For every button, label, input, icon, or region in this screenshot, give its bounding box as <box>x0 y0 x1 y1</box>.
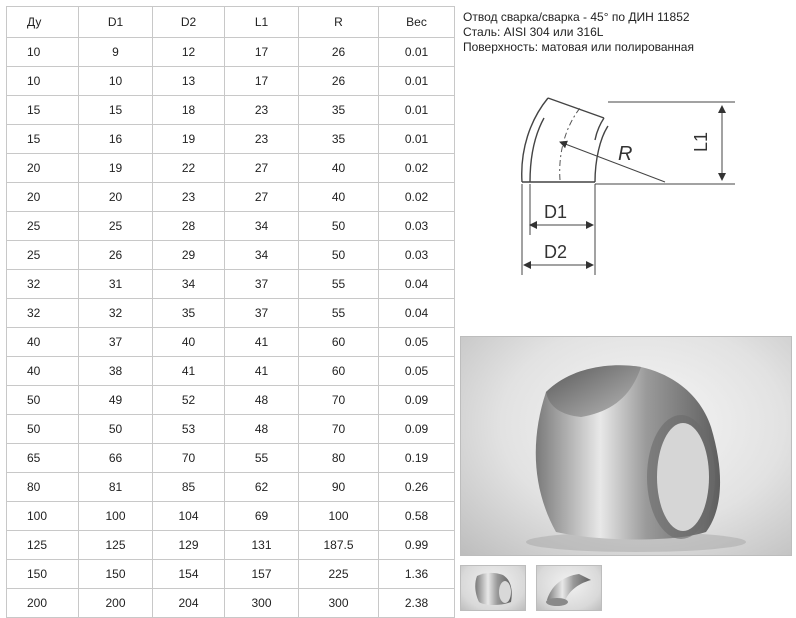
cell-d2: 41 <box>153 357 225 386</box>
table-row <box>7 212 455 241</box>
cell-r: 90 <box>299 473 379 502</box>
cell-du: 150 <box>7 560 79 589</box>
cell-l1: 48 <box>225 386 299 415</box>
cell-weight: 2.38 <box>379 589 455 618</box>
cell-d1: 125 <box>79 531 153 560</box>
cell-d1: 10 <box>79 67 153 96</box>
header-r: R <box>299 7 379 38</box>
cell-d2: 18 <box>153 96 225 125</box>
cell-d1: 16 <box>79 125 153 154</box>
cell-r: 70 <box>299 386 379 415</box>
cell-l1: 27 <box>225 183 299 212</box>
table-row <box>7 560 455 589</box>
cell-weight: 0.01 <box>379 96 455 125</box>
product-info <box>463 10 793 55</box>
cell-d2: 22 <box>153 154 225 183</box>
cell-du: 15 <box>7 125 79 154</box>
table-row <box>7 38 455 67</box>
cell-du: 25 <box>7 212 79 241</box>
elbow-photo-icon <box>461 337 791 555</box>
cell-l1: 300 <box>225 589 299 618</box>
cell-d2: 204 <box>153 589 225 618</box>
cell-d2: 85 <box>153 473 225 502</box>
cell-r: 55 <box>299 299 379 328</box>
cell-d2: 29 <box>153 241 225 270</box>
cell-du: 25 <box>7 241 79 270</box>
cell-d1: 37 <box>79 328 153 357</box>
cell-weight: 0.04 <box>379 270 455 299</box>
cell-d2: 35 <box>153 299 225 328</box>
cell-r: 60 <box>299 357 379 386</box>
cell-d1: 150 <box>79 560 153 589</box>
cell-weight: 0.09 <box>379 386 455 415</box>
cell-weight: 0.03 <box>379 241 455 270</box>
cell-d1: 200 <box>79 589 153 618</box>
cell-r: 100 <box>299 502 379 531</box>
cell-l1: 48 <box>225 415 299 444</box>
cell-weight: 0.99 <box>379 531 455 560</box>
cell-r: 225 <box>299 560 379 589</box>
cell-du: 40 <box>7 357 79 386</box>
cell-d2: 52 <box>153 386 225 415</box>
cell-l1: 37 <box>225 270 299 299</box>
elbow-centerline <box>560 108 580 180</box>
table-row <box>7 502 455 531</box>
cell-r: 70 <box>299 415 379 444</box>
cell-du: 40 <box>7 328 79 357</box>
cell-d2: 53 <box>153 415 225 444</box>
cell-l1: 41 <box>225 328 299 357</box>
header-d1: D1 <box>79 7 153 38</box>
table-row <box>7 125 455 154</box>
table-row <box>7 444 455 473</box>
cell-l1: 27 <box>225 154 299 183</box>
cell-l1: 34 <box>225 212 299 241</box>
elbow-thumb-side[interactable] <box>536 565 602 611</box>
cell-d1: 100 <box>79 502 153 531</box>
cell-d2: 40 <box>153 328 225 357</box>
cell-l1: 41 <box>225 357 299 386</box>
cell-d2: 23 <box>153 183 225 212</box>
table-row <box>7 96 455 125</box>
elbow-photo <box>460 336 792 556</box>
cell-d1: 66 <box>79 444 153 473</box>
cell-weight: 1.36 <box>379 560 455 589</box>
technical-drawing <box>500 80 760 280</box>
table-row <box>7 299 455 328</box>
cell-l1: 23 <box>225 125 299 154</box>
cell-d2: 104 <box>153 502 225 531</box>
cell-d2: 19 <box>153 125 225 154</box>
cell-weight: 0.02 <box>379 183 455 212</box>
cell-l1: 23 <box>225 96 299 125</box>
header-d2: D2 <box>153 7 225 38</box>
cell-l1: 131 <box>225 531 299 560</box>
table-row <box>7 270 455 299</box>
cell-l1: 157 <box>225 560 299 589</box>
cell-d2: 34 <box>153 270 225 299</box>
table-row <box>7 589 455 618</box>
product-surface: Поверхность: матовая или полированная <box>463 40 694 54</box>
cell-d2: 70 <box>153 444 225 473</box>
cell-du: 80 <box>7 473 79 502</box>
table-row <box>7 415 455 444</box>
cell-weight: 0.01 <box>379 67 455 96</box>
cell-r: 26 <box>299 67 379 96</box>
elbow-outline <box>522 98 608 182</box>
product-steel: Сталь: AISI 304 или 316L <box>463 25 604 39</box>
cell-du: 10 <box>7 67 79 96</box>
cell-r: 80 <box>299 444 379 473</box>
cell-l1: 17 <box>225 38 299 67</box>
cell-l1: 17 <box>225 67 299 96</box>
table-row <box>7 67 455 96</box>
table-row <box>7 154 455 183</box>
cell-d1: 32 <box>79 299 153 328</box>
cell-d1: 15 <box>79 96 153 125</box>
cell-du: 125 <box>7 531 79 560</box>
cell-l1: 34 <box>225 241 299 270</box>
cell-weight: 0.02 <box>379 154 455 183</box>
cell-weight: 0.04 <box>379 299 455 328</box>
cell-du: 200 <box>7 589 79 618</box>
header-du: Ду <box>7 7 79 38</box>
cell-d1: 9 <box>79 38 153 67</box>
cell-d1: 25 <box>79 212 153 241</box>
cell-d2: 13 <box>153 67 225 96</box>
spec-table <box>6 6 455 618</box>
cell-du: 20 <box>7 183 79 212</box>
cell-du: 32 <box>7 299 79 328</box>
cell-weight: 0.19 <box>379 444 455 473</box>
cell-l1: 62 <box>225 473 299 502</box>
cell-du: 15 <box>7 96 79 125</box>
cell-l1: 37 <box>225 299 299 328</box>
cell-weight: 0.09 <box>379 415 455 444</box>
cell-d1: 81 <box>79 473 153 502</box>
elbow-thumb-icon <box>461 566 525 610</box>
cell-weight: 0.26 <box>379 473 455 502</box>
cell-d1: 49 <box>79 386 153 415</box>
table-row <box>7 531 455 560</box>
table-body <box>7 38 455 618</box>
cell-d2: 12 <box>153 38 225 67</box>
cell-du: 32 <box>7 270 79 299</box>
table-header-row <box>7 7 455 38</box>
cell-du: 65 <box>7 444 79 473</box>
cell-d1: 26 <box>79 241 153 270</box>
cell-d1: 20 <box>79 183 153 212</box>
label-d2: D2 <box>544 242 568 262</box>
cell-du: 50 <box>7 415 79 444</box>
elbow-thumb[interactable] <box>460 565 526 611</box>
cell-r: 187.5 <box>299 531 379 560</box>
cell-d1: 31 <box>79 270 153 299</box>
cell-r: 40 <box>299 154 379 183</box>
cell-r: 50 <box>299 241 379 270</box>
header-weight: Вес <box>379 7 455 38</box>
table-row <box>7 386 455 415</box>
header-l1: L1 <box>225 7 299 38</box>
cell-l1: 69 <box>225 502 299 531</box>
cell-d2: 28 <box>153 212 225 241</box>
cell-weight: 0.01 <box>379 38 455 67</box>
cell-r: 40 <box>299 183 379 212</box>
table-row <box>7 328 455 357</box>
cell-weight: 0.05 <box>379 357 455 386</box>
cell-r: 26 <box>299 38 379 67</box>
cell-weight: 0.03 <box>379 212 455 241</box>
cell-r: 300 <box>299 589 379 618</box>
cell-r: 60 <box>299 328 379 357</box>
cell-d2: 129 <box>153 531 225 560</box>
cell-r: 35 <box>299 96 379 125</box>
cell-r: 35 <box>299 125 379 154</box>
cell-du: 10 <box>7 38 79 67</box>
cell-du: 100 <box>7 502 79 531</box>
cell-d1: 19 <box>79 154 153 183</box>
product-title: Отвод сварка/сварка - 45° по ДИН 11852 <box>463 10 690 24</box>
cell-l1: 55 <box>225 444 299 473</box>
table-row <box>7 473 455 502</box>
table-row <box>7 241 455 270</box>
cell-d1: 50 <box>79 415 153 444</box>
cell-d1: 38 <box>79 357 153 386</box>
cell-d2: 154 <box>153 560 225 589</box>
table-row <box>7 183 455 212</box>
cell-weight: 0.05 <box>379 328 455 357</box>
elbow-thumb-side-icon <box>537 566 601 610</box>
cell-weight: 0.01 <box>379 125 455 154</box>
label-d1: D1 <box>544 202 568 222</box>
label-r: R <box>618 143 633 165</box>
cell-du: 50 <box>7 386 79 415</box>
cell-r: 50 <box>299 212 379 241</box>
table-row <box>7 357 455 386</box>
cell-r: 55 <box>299 270 379 299</box>
cell-du: 20 <box>7 154 79 183</box>
cell-weight: 0.58 <box>379 502 455 531</box>
label-l1: L1 <box>691 131 711 152</box>
